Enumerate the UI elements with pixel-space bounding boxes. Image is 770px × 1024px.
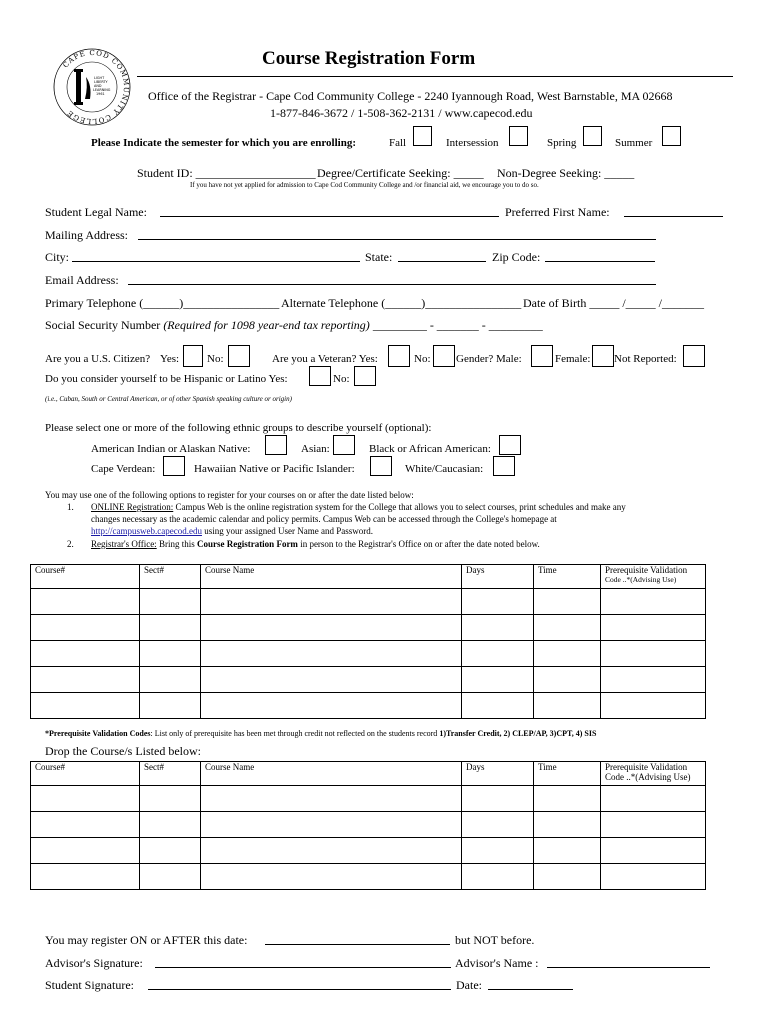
drop-col-course-number: Course# xyxy=(31,762,140,786)
zip-label: Zip Code: xyxy=(492,250,541,264)
option2-a: Bring this xyxy=(156,539,197,549)
hispanic-note: (i.e., Cuban, South or Central American, or of other Spanish speaking culture or origin) xyxy=(45,395,292,403)
american-indian-label: American Indian or Alaskan Native: xyxy=(91,443,251,455)
citizen-question: Are you a U.S. Citizen? xyxy=(45,353,151,365)
legal-name-input[interactable] xyxy=(160,216,499,217)
cape-verdean-checkbox[interactable] xyxy=(163,456,185,476)
advisor-name-input[interactable] xyxy=(547,967,710,968)
options-intro: You may use one of the following options to register for your courses on or after the date listed below: xyxy=(45,490,414,500)
semester-intersession-label: Intersession xyxy=(446,137,499,149)
semester-prompt: Please Indicate the semester for which you are enrolling: xyxy=(91,137,356,149)
option2-number: 2. xyxy=(67,539,74,549)
table-row[interactable] xyxy=(31,667,706,693)
college-seal-logo xyxy=(52,47,132,127)
preferred-name-input[interactable] xyxy=(624,216,723,217)
svg-text:LIBERTY: LIBERTY xyxy=(94,80,108,84)
drop-col-prereq-line1: Prerequisite Validation xyxy=(605,762,688,772)
col-prereq-line1: Prerequisite Validation xyxy=(605,565,688,575)
register-on-label: You may register ON or AFTER this date: xyxy=(45,933,248,947)
drop-col-prereq xyxy=(601,762,706,786)
email-label: Email Address: xyxy=(45,273,119,287)
option1-line3 xyxy=(91,526,373,536)
date-input[interactable] xyxy=(488,989,573,990)
hispanic-question: Do you consider yourself to be Hispanic or Latino Yes: xyxy=(45,373,288,385)
advisor-signature-label: Advisor's Signature: xyxy=(45,956,143,970)
alternate-phone-field[interactable]: Alternate Telephone (______)________________ xyxy=(281,296,522,310)
semester-spring-label: Spring xyxy=(547,137,577,149)
advisor-name-label: Advisor's Name : xyxy=(455,956,539,970)
admission-note: If you have not yet applied for admission to Cape Cod Community College and /or financial aid, we encourage you to do so. xyxy=(190,181,539,189)
col-time: Time xyxy=(534,565,601,589)
col-section: Sect# xyxy=(140,565,201,589)
veteran-no-label: No: xyxy=(414,353,431,365)
citizen-no-label: No: xyxy=(207,353,224,365)
office-address: Office of the Registrar - Cape Cod Community College - 2240 Iyannough Road, West Barnstable, MA 02668 xyxy=(148,89,673,103)
asian-label: Asian: xyxy=(301,443,330,455)
table-row[interactable] xyxy=(31,812,706,838)
semester-fall-checkbox[interactable] xyxy=(413,126,432,146)
drop-col-course-name: Course Name xyxy=(201,762,462,786)
option2-heading: Registrar's Office: xyxy=(91,539,157,549)
col-course-number: Course# xyxy=(31,565,140,589)
semester-intersession-checkbox[interactable] xyxy=(509,126,528,146)
american-indian-checkbox[interactable] xyxy=(265,435,287,455)
prereq-note-label: *Prerequisite Validation Codes xyxy=(45,729,151,738)
black-checkbox[interactable] xyxy=(499,435,521,455)
zip-input[interactable] xyxy=(545,261,655,262)
table-row[interactable] xyxy=(31,641,706,667)
table-row[interactable] xyxy=(31,615,706,641)
drop-course-table xyxy=(30,761,706,890)
option2-b: in person to the Registrar's Office on or after the date noted below. xyxy=(297,539,540,549)
non-degree-seeking-field[interactable]: Non-Degree Seeking: _____ xyxy=(497,166,635,180)
title-rule xyxy=(137,76,733,77)
drop-col-section: Sect# xyxy=(140,762,201,786)
add-table-header xyxy=(31,565,706,589)
semester-spring-checkbox[interactable] xyxy=(583,126,602,146)
col-course-name: Course Name xyxy=(201,565,462,589)
svg-text:AND: AND xyxy=(94,84,102,88)
col-prereq xyxy=(601,565,706,589)
col-prereq-line2: Code ..*(Advising Use) xyxy=(605,575,677,584)
gender-female-checkbox[interactable] xyxy=(592,345,614,367)
citizen-yes-checkbox[interactable] xyxy=(183,345,203,367)
hispanic-no-checkbox[interactable] xyxy=(354,366,376,386)
legal-name-label: Student Legal Name: xyxy=(45,205,147,219)
option2-bold: Course Registration Form xyxy=(196,539,298,549)
veteran-no-checkbox[interactable] xyxy=(433,345,455,367)
option1-heading: ONLINE Registration: xyxy=(91,502,174,512)
student-signature-input[interactable] xyxy=(148,989,451,990)
gender-not-reported-label: Not Reported: xyxy=(614,353,677,365)
hispanic-no-label: No: xyxy=(333,373,350,385)
prereq-note-codes: 1)Transfer Credit, 2) CLEP/AP, 3)CPT, 4) SIS xyxy=(439,729,597,738)
white-label: White/Caucasian: xyxy=(405,463,484,475)
option1-line2: changes necessary as the academic calendar and policy permits. Campus Web can be accessed through the College's homepage at xyxy=(91,514,557,524)
city-label: City: xyxy=(45,250,70,264)
citizen-no-checkbox[interactable] xyxy=(228,345,250,367)
veteran-question: Are you a Veteran? Yes: xyxy=(272,353,378,365)
drop-col-time: Time xyxy=(534,762,601,786)
table-row[interactable] xyxy=(31,589,706,615)
mailing-address-input[interactable] xyxy=(138,239,656,240)
semester-fall-label: Fall xyxy=(389,137,407,149)
student-id-field[interactable]: Student ID: ____________________ xyxy=(137,166,316,180)
prereq-note xyxy=(45,729,596,738)
drop-col-days: Days xyxy=(462,762,534,786)
prereq-note-text: : List only of prerequisite has been met through credit not reflected on the students record xyxy=(150,729,440,738)
not-before-label: but NOT before. xyxy=(455,933,535,947)
gender-question: Gender? Male: xyxy=(456,353,522,365)
register-date-input[interactable] xyxy=(265,944,450,945)
state-input[interactable] xyxy=(398,261,486,262)
contact-info: 1-877-846-3672 / 1-508-362-2131 / www.capecod.edu xyxy=(270,106,533,120)
semester-summer-checkbox[interactable] xyxy=(662,126,681,146)
white-checkbox[interactable] xyxy=(493,456,515,476)
drop-title: Drop the Course/s Listed below: xyxy=(45,744,201,758)
student-signature-label: Student Signature: xyxy=(45,978,134,992)
hawaiian-label: Hawaiian Native or Pacific Islander: xyxy=(194,463,355,475)
gender-male-checkbox[interactable] xyxy=(531,345,553,367)
black-label: Black or African American: xyxy=(369,443,491,455)
advisor-signature-input[interactable] xyxy=(155,967,451,968)
date-of-birth-field[interactable]: Date of Birth _____ /_____ /_______ xyxy=(523,296,704,310)
mailing-address-label: Mailing Address: xyxy=(45,228,128,242)
form-title: Course Registration Form xyxy=(262,48,476,69)
gender-not-reported-checkbox[interactable] xyxy=(683,345,705,367)
state-label: State: xyxy=(365,250,393,264)
option1-number: 1. xyxy=(67,502,74,512)
drop-table-header xyxy=(31,762,706,786)
degree-seeking-field[interactable]: Degree/Certificate Seeking: _____ xyxy=(317,166,484,180)
campusweb-link[interactable]: http://campusweb.capecod.edu xyxy=(91,526,202,536)
citizen-yes-label: Yes: xyxy=(160,353,180,365)
ethnic-prompt: Please select one or more of the following ethnic groups to describe yourself (optional): xyxy=(45,422,432,434)
semester-summer-label: Summer xyxy=(615,137,653,149)
svg-text:LEARNING: LEARNING xyxy=(93,88,111,92)
table-row[interactable] xyxy=(31,693,706,719)
table-row[interactable] xyxy=(31,786,706,812)
date-label: Date: xyxy=(456,978,482,992)
gender-female-label: Female: xyxy=(555,353,591,365)
cape-verdean-label: Cape Verdean: xyxy=(91,463,156,475)
ssn-note: (Required for 1098 year-end tax reporting) xyxy=(163,318,370,332)
asian-checkbox[interactable] xyxy=(333,435,355,455)
primary-phone-field[interactable]: Primary Telephone (______)________________ xyxy=(45,296,280,310)
svg-text:1961: 1961 xyxy=(96,92,105,96)
option1-body: Campus Web is the online registration system for the College that allows you to select courses, print schedules and make any xyxy=(173,502,626,512)
email-input[interactable] xyxy=(128,284,656,285)
svg-text:CAPE COD COMMUNITY COLLEGE: CAPE COD COMMUNITY COLLEGE xyxy=(61,48,131,126)
city-input[interactable] xyxy=(72,261,360,262)
hispanic-yes-checkbox[interactable] xyxy=(309,366,331,386)
ssn-field[interactable] xyxy=(45,318,543,333)
veteran-yes-checkbox[interactable] xyxy=(388,345,410,367)
col-days: Days xyxy=(462,565,534,589)
add-course-table xyxy=(30,564,706,719)
drop-col-prereq-line2: Code ..*(Advising Use) xyxy=(605,772,691,782)
option1-text xyxy=(91,502,626,512)
ssn-blanks: _________ - _______ - _________ xyxy=(369,318,543,332)
option1-tail: using your assigned User Name and Password. xyxy=(201,526,373,536)
table-row[interactable] xyxy=(31,838,706,864)
option2-text xyxy=(91,539,540,549)
table-row[interactable] xyxy=(31,864,706,890)
preferred-name-label: Preferred First Name: xyxy=(505,205,610,219)
ssn-label: Social Security Number xyxy=(45,318,164,332)
hawaiian-checkbox[interactable] xyxy=(370,456,392,476)
svg-text:LIGHT: LIGHT xyxy=(94,76,105,80)
